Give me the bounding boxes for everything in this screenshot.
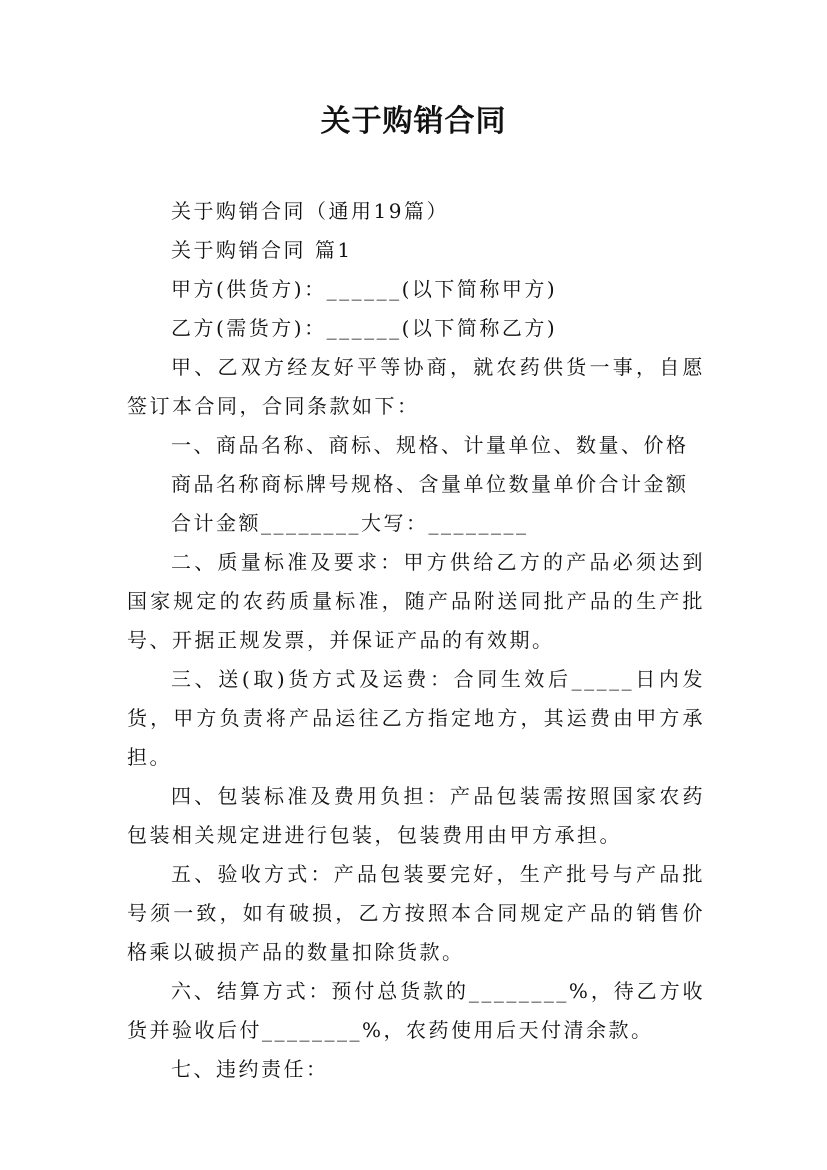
document-title: 关于购销合同 [320, 104, 507, 139]
paragraph-clause-3: 三、送(取)货方式及运费：合同生效后_____日内发货，甲方负责将产品运往乙方指定地方，其运费由甲方承担。 [127, 667, 705, 769]
paragraph-party-a: 甲方(供货方)：______(以下简称甲方) [171, 277, 558, 301]
document-body [127, 192, 705, 1089]
paragraph-clause-6: 六、结算方式：预付总货款的________%，待乙方收货并验收后付________%，农药使用后天付清余款。 [127, 979, 705, 1042]
paragraph-party-b: 乙方(需货方)：______(以下简称乙方) [171, 316, 558, 340]
paragraph-article-heading: 关于购销合同 篇1 [171, 238, 353, 262]
paragraph-clause-1: 一、商品名称、商标、规格、计量单位、数量、价格 [171, 433, 689, 457]
paragraph-clause-4: 四、包装标准及费用负担：产品包装需按照国家农药包装相关规定进进行包装，包装费用由甲方承担。 [127, 784, 705, 847]
paragraph-clause-7: 七、违约责任： [171, 1057, 329, 1081]
paragraph-clause-5: 五、验收方式：产品包装要完好，生产批号与产品批号须一致，如有破损，乙方按照本合同规定产品的销售价格乘以破损产品的数量扣除货款。 [127, 862, 705, 964]
paragraph-preamble: 甲、乙双方经友好平等协商，就农药供货一事，自愿签订本合同，合同条款如下： [127, 355, 705, 418]
paragraph-total-amount: 合计金额________大写：________ [171, 511, 529, 535]
paragraph-product-columns: 商品名称商标牌号规格、含量单位数量单价合计金额 [171, 472, 689, 496]
paragraph-clause-2: 二、质量标准及要求：甲方供给乙方的产品必须达到国家规定的农药质量标准，随产品附送同批产品的生产批号、开据正规发票，并保证产品的有效期。 [127, 550, 705, 652]
paragraph-subtitle: 关于购销合同（通用19篇） [171, 199, 449, 223]
